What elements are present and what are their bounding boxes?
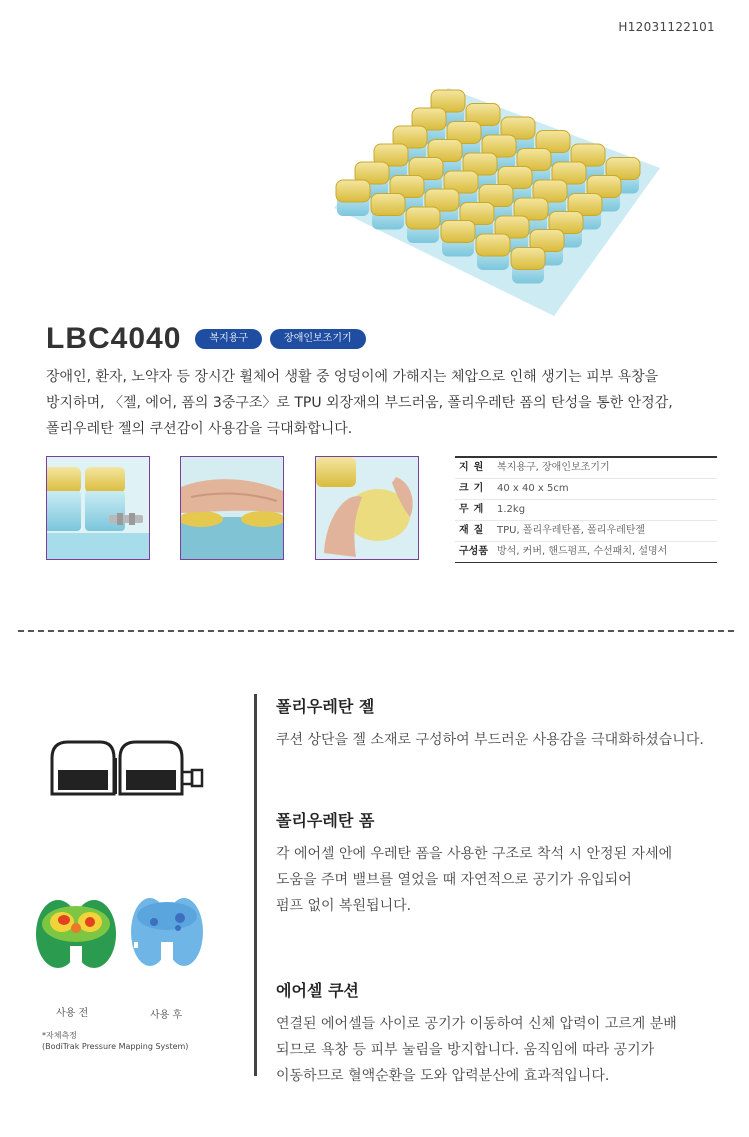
badge-assistive: 장애인보조기기 bbox=[270, 329, 366, 349]
feature-title: 폴리우레탄 젤 bbox=[276, 697, 375, 716]
thumbnail-hand-press bbox=[180, 456, 284, 560]
feature-line: 연결된 에어셀들 사이로 공기가 이동하여 신체 압력이 고르게 분배 bbox=[276, 1016, 677, 1032]
spec-row-weight bbox=[455, 500, 717, 521]
feature-title: 에어셀 쿠션 bbox=[276, 981, 359, 1000]
spec-row-material bbox=[455, 521, 717, 542]
gel-cell-top bbox=[511, 248, 545, 270]
cushion-product-image bbox=[330, 80, 670, 320]
feature-text bbox=[276, 1011, 736, 1089]
spec-table bbox=[455, 456, 717, 563]
spec-value: TPU, 폴리우레탄폼, 폴리우레탄젤 bbox=[497, 525, 646, 536]
label-before: 사용 전 bbox=[56, 1008, 89, 1019]
pressure-map-before bbox=[36, 898, 116, 970]
gel-cell-top bbox=[441, 221, 475, 243]
spec-value: 복지용구, 장애인보조기기 bbox=[497, 462, 610, 473]
feature-line: 각 에어셀 안에 우레탄 폼을 사용한 구조로 착석 시 안정된 자세에 bbox=[276, 846, 673, 862]
spec-value: 1.2kg bbox=[497, 504, 526, 515]
spec-value: 40 x 40 x 5cm bbox=[497, 483, 569, 494]
gel-cell-top bbox=[371, 194, 405, 216]
title-row bbox=[46, 322, 366, 356]
product-code: H12031122101 bbox=[618, 20, 715, 34]
note-line: (BodiTrak Pressure Mapping System) bbox=[42, 1042, 189, 1051]
feature-text bbox=[276, 727, 736, 753]
spec-key: 크기 bbox=[459, 483, 489, 494]
feature-air-cell bbox=[276, 978, 736, 1089]
product-description bbox=[46, 364, 726, 442]
pressure-map-after bbox=[130, 898, 204, 970]
feature-line: 되므로 욕창 등 피부 눌림을 방지합니다. 움직임에 따라 공기가 bbox=[276, 1042, 655, 1058]
feature-gel bbox=[276, 694, 736, 753]
badge-welfare: 복지용구 bbox=[195, 329, 262, 349]
measurement-note bbox=[42, 1030, 188, 1052]
air-cell-cross-section-icon bbox=[50, 736, 210, 798]
spec-key: 무게 bbox=[459, 504, 489, 515]
note-line: *자체측정 bbox=[42, 1031, 77, 1040]
spec-row-support bbox=[455, 458, 717, 479]
thumbnail-gel-squeeze bbox=[315, 456, 419, 560]
feature-line: 쿠션 상단을 젤 소재로 구성하여 부드러운 사용감을 극대화하셨습니다. bbox=[276, 732, 704, 748]
feature-line: 도움을 주며 밸브를 열었을 때 자연적으로 공기가 유입되어 bbox=[276, 872, 632, 888]
feature-text bbox=[276, 841, 736, 919]
thumbnail-valve bbox=[46, 456, 150, 560]
gel-cell-top bbox=[476, 234, 510, 256]
feature-line: 펌프 없이 복원됩니다. bbox=[276, 898, 412, 914]
feature-line: 이동하므로 혈액순환을 도와 압력분산에 효과적입니다. bbox=[276, 1068, 610, 1084]
spec-key: 지원 bbox=[459, 462, 489, 473]
spec-row-size bbox=[455, 479, 717, 500]
gel-cell-top bbox=[336, 180, 370, 202]
spec-key: 구성품 bbox=[459, 546, 488, 557]
model-name: LBC4040 bbox=[46, 322, 182, 355]
gel-cell-top bbox=[406, 207, 440, 229]
description-line: 장애인, 환자, 노약자 등 장시간 휠체어 생활 중 엉덩이에 가해지는 체압으로 인해 생기는 피부 욕창을 bbox=[46, 369, 659, 385]
feature-foam bbox=[276, 808, 736, 919]
spec-key: 재질 bbox=[459, 525, 489, 536]
label-after: 사용 후 bbox=[150, 1010, 183, 1021]
description-line: 방지하며, 〈젤, 에어, 폼의 3중구조〉로 TPU 외장재의 부드러움, 폴리우레탄 폼의 탄성을 통한 안정감, bbox=[46, 395, 673, 411]
spec-row-components bbox=[455, 542, 717, 562]
feature-title: 폴리우레탄 폼 bbox=[276, 811, 375, 830]
description-line: 폴리우레탄 젤의 쿠션감이 사용감을 극대화합니다. bbox=[46, 421, 353, 437]
section-divider bbox=[18, 630, 734, 632]
feature-vertical-rule bbox=[254, 694, 257, 1076]
spec-value: 방석, 커버, 핸드펌프, 수선패치, 설명서 bbox=[497, 546, 668, 557]
